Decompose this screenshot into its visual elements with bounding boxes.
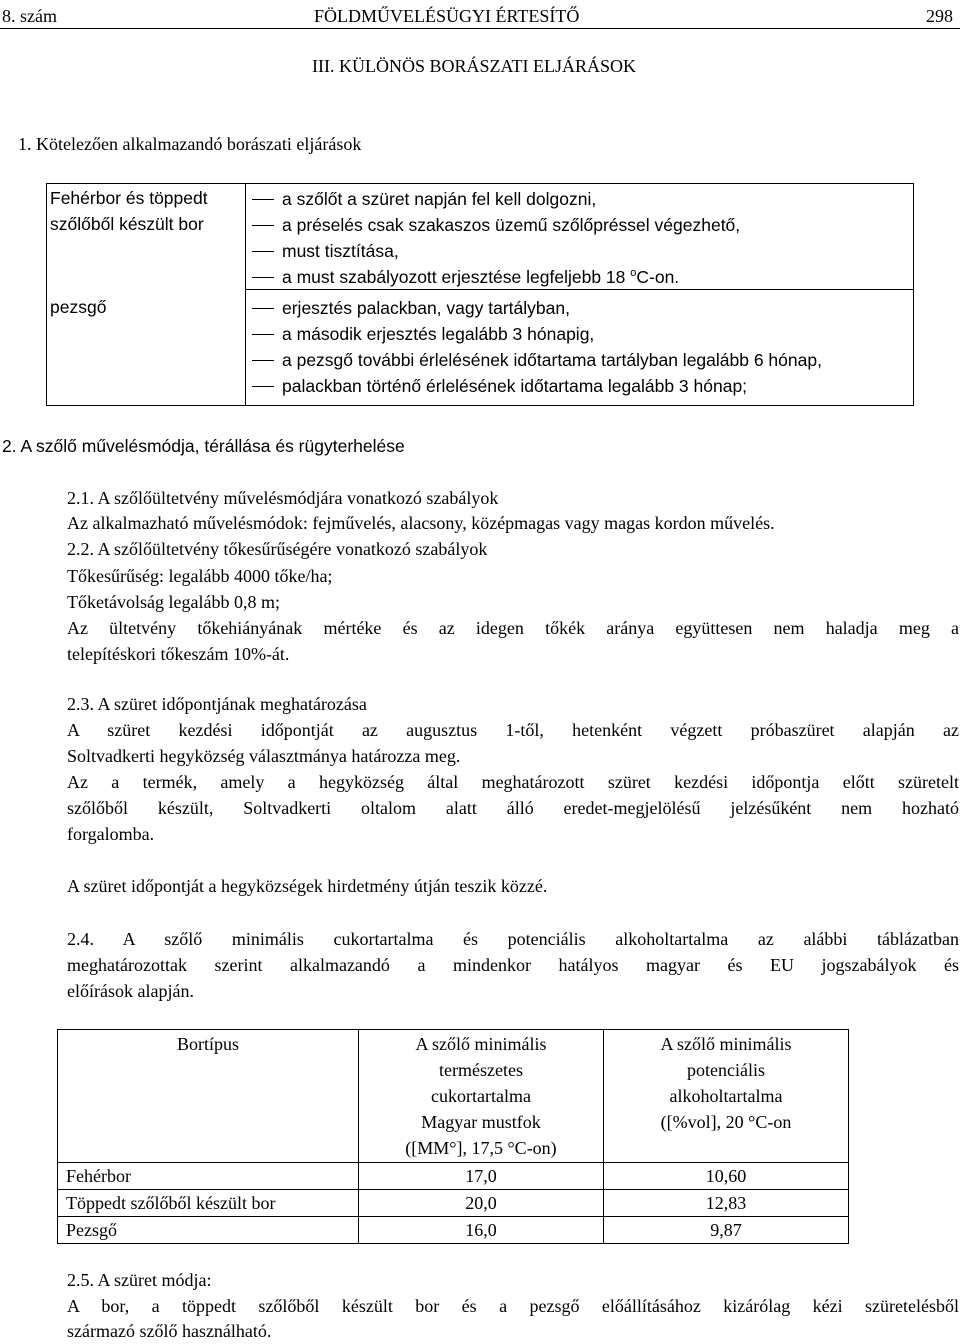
journal-title: FÖLDMŰVELÉSÜGYI ÉRTESÍTŐ xyxy=(314,6,580,26)
list-item: a préselés csak szakaszos üzemű szőlőpréssel végezhető, xyxy=(252,212,912,238)
list-item: a szőlőt a szüret napján fel kell dolgozni, xyxy=(252,186,912,212)
s25-line2: származó szőlő használható. xyxy=(67,1321,272,1341)
s25-title: 2.5. A szüret módja: xyxy=(67,1270,212,1290)
s22-missing-line2: telepítéskori tőkeszám 10%-át. xyxy=(67,644,290,664)
s25-line1: A bor, a töppedt szőlőből készült bor és a pezsgő előállításához kizárólag kézi szüretelésből xyxy=(67,1296,959,1316)
s23-p1-line2: Soltvadkerti hegyközség választmánya határozza meg. xyxy=(67,746,461,766)
issue-number: 8. szám xyxy=(2,6,57,26)
s23-p1-line1: A szüret kezdési időpontját az augusztus 1-től, hetenként végzett próbaszüret alapján az xyxy=(67,720,959,740)
s23-title: 2.3. A szüret időpontjának meghatározása xyxy=(67,694,367,714)
s22-spacing: Tőketávolság legalább 0,8 m; xyxy=(67,592,280,612)
s22-density: Tőkesűrűség: legalább 4000 tőke/ha; xyxy=(67,566,333,586)
procedure-list-white-wine xyxy=(252,186,912,290)
row-label-white-wine: Fehérbor és töppedt szőlőből készült bor xyxy=(50,188,208,234)
s23-p2-line2: szőlőből készült, Soltvadkerti oltalom alatt álló eredet-megjelölésű jelzésűként nem hozható xyxy=(67,798,959,818)
table-row: Töppedt szőlőből készült bor 20,0 12,83 xyxy=(58,1190,849,1217)
chapter-title: III. KÜLÖNÖS BORÁSZATI ELJÁRÁSOK xyxy=(312,56,636,76)
header-wine-type: Bortípus xyxy=(58,1030,359,1163)
list-item: a must szabályozott erjesztése legfeljebb 18 $^o$C-on. xyxy=(252,264,912,290)
table-row: Pezsgő 16,0 9,87 xyxy=(58,1217,849,1244)
s22-missing-line1: Az ültetvény tőkehiányának mértéke és az idegen tőkék aránya együttesen nem haladja meg a xyxy=(67,618,959,638)
table-header-row xyxy=(58,1030,849,1163)
list-item: a második erjesztés legalább 3 hónapig, xyxy=(252,321,912,347)
s24-line2: meghatározottak szerint alkalmazandó a mindenkor hatályos magyar és EU jogszabályok és xyxy=(67,955,959,975)
list-item: erjesztés palackban, vagy tartályban, xyxy=(252,295,912,321)
section1-title: 1. Kötelezően alkalmazandó borászati eljárások xyxy=(18,134,362,154)
s24-line3: előírások alapján. xyxy=(67,981,194,1001)
row-label-sparkling: pezsgő xyxy=(50,297,107,317)
s23-p3: A szüret időpontját a hegyközségek hirdetmény útján teszik közzé. xyxy=(67,876,548,896)
header-alcohol: A szőlő minimális potenciális alkoholtartalma ([%vol], 20 °C-on xyxy=(604,1030,849,1163)
header-rule xyxy=(0,28,960,29)
table-divider xyxy=(245,184,246,405)
list-item: palackban történő érlelésének időtartama legalább 3 hónap; xyxy=(252,373,912,399)
s23-p2-line3: forgalomba. xyxy=(67,824,155,844)
page-number: 298 xyxy=(926,6,953,26)
s24-line1: 2.4. A szőlő minimális cukortartalma és potenciális alkoholtartalma az alábbi táblázatban xyxy=(67,929,959,949)
min-sugar-alcohol-table xyxy=(57,1029,849,1244)
s22-title: 2.2. A szőlőültetvény tőkesűrűségére vonatkozó szabályok xyxy=(67,539,488,559)
s21-text: Az alkalmazható művelésmódok: fejművelés, alacsony, középmagas vagy magas kordon művelés. xyxy=(67,513,775,533)
s21-title: 2.1. A szőlőültetvény művelésmódjára vonatkozó szabályok xyxy=(67,488,499,508)
procedures-table xyxy=(46,183,914,406)
header-sugar: A szőlő minimális természetes cukortartalma Magyar mustfok ([MM°], 17,5 °C-on) xyxy=(359,1030,604,1163)
s23-p2-line1: Az a termék, amely a hegyközség által meghatározott szüret kezdési időpontja előtt szüretelt xyxy=(67,772,959,792)
table-row: Fehérbor 17,0 10,60 xyxy=(58,1163,849,1190)
list-item: must tisztítása, xyxy=(252,238,912,264)
section2-title: 2. A szőlő művelésmódja, térállása és rügyterhelése xyxy=(2,436,405,456)
list-item: a pezsgő további érlelésének időtartama tartályban legalább 6 hónap, xyxy=(252,347,912,373)
procedure-list-sparkling xyxy=(252,295,912,399)
